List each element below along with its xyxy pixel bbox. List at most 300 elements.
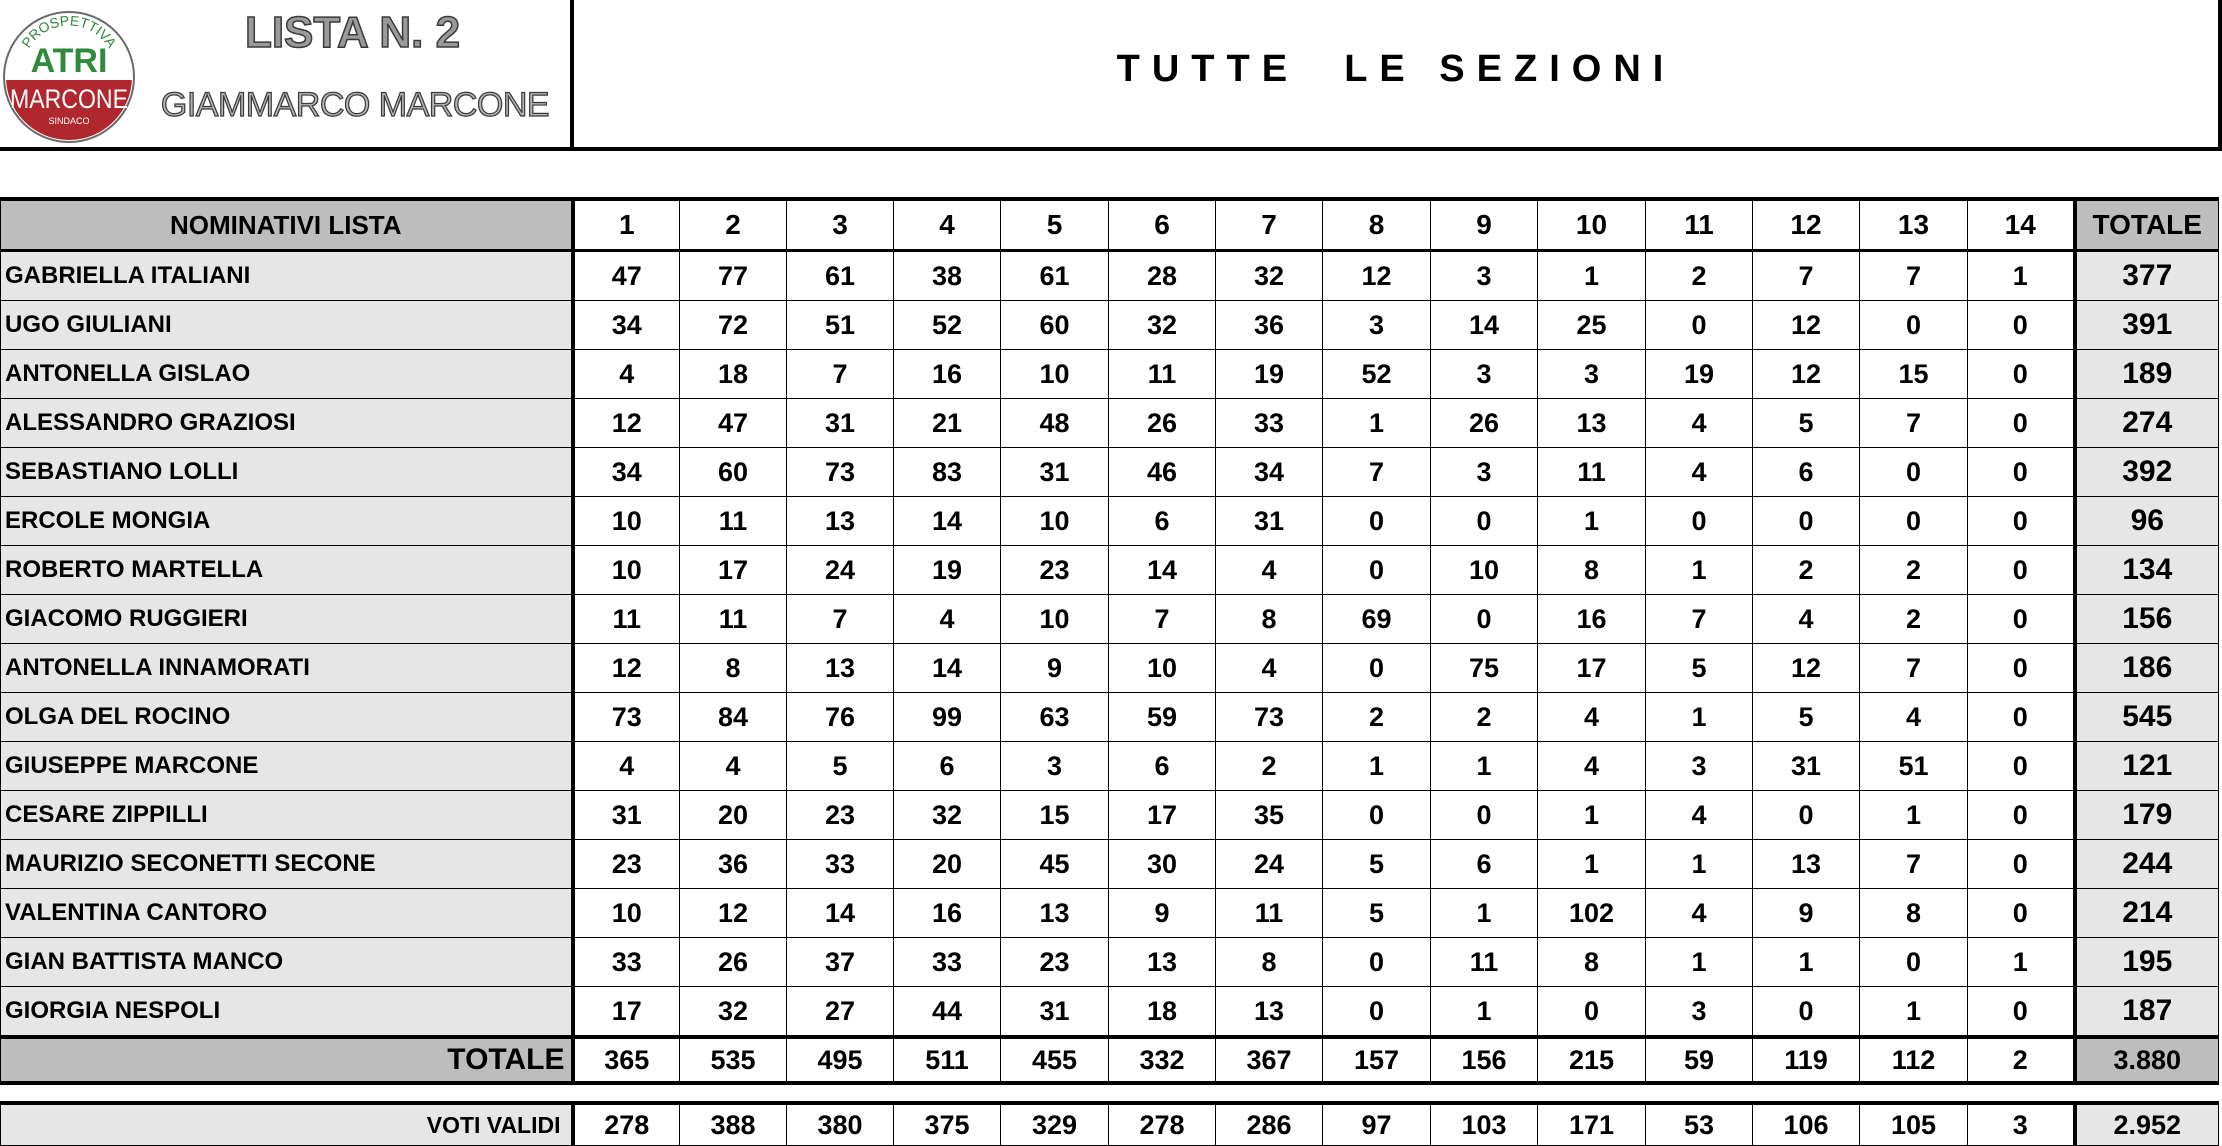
- vote-cell: 52: [1323, 350, 1431, 399]
- vote-cell: 1: [1431, 742, 1538, 791]
- vote-cell: 0: [1323, 987, 1431, 1038]
- vote-cell: 0: [1431, 595, 1538, 644]
- vote-cell: 0: [1323, 546, 1431, 595]
- candidate-total-cell: 186: [2075, 644, 2219, 693]
- vote-cell: 34: [573, 301, 680, 350]
- vote-cell: 14: [1431, 301, 1538, 350]
- column-header-section: 13: [1860, 199, 1968, 251]
- vote-cell: 3: [1431, 251, 1538, 301]
- vote-cell: 0: [1968, 644, 2075, 693]
- vote-cell: 7: [1753, 251, 1860, 301]
- vote-cell: 11: [1431, 938, 1538, 987]
- vote-cell: 1: [1860, 987, 1968, 1038]
- vote-cell: 11: [573, 595, 680, 644]
- vote-cell: 61: [787, 251, 894, 301]
- candidate-name-cell: GIACOMO RUGGIERI: [1, 595, 573, 644]
- vote-cell: 0: [1538, 987, 1646, 1038]
- vote-cell: 24: [1216, 840, 1323, 889]
- vote-cell: 4: [1646, 448, 1753, 497]
- vote-cell: 13: [787, 497, 894, 546]
- vote-cell: 12: [573, 644, 680, 693]
- vote-cell: 1: [1646, 693, 1753, 742]
- vote-cell: 23: [573, 840, 680, 889]
- vote-cell: 7: [1860, 251, 1968, 301]
- table-row: [1, 301, 2219, 350]
- valid-votes-cell: 171: [1538, 1103, 1646, 1146]
- vote-cell: 4: [1753, 595, 1860, 644]
- vote-cell: 19: [1216, 350, 1323, 399]
- vote-cell: 0: [1860, 448, 1968, 497]
- vote-cell: 18: [1109, 987, 1216, 1038]
- vote-cell: 0: [1968, 497, 2075, 546]
- candidate-total-cell: 195: [2075, 938, 2219, 987]
- vote-cell: 10: [573, 546, 680, 595]
- header-right-border: [2218, 0, 2222, 151]
- table-row: [1, 399, 2219, 448]
- vote-cell: 8: [1860, 889, 1968, 938]
- vote-cell: 32: [894, 791, 1001, 840]
- vote-cell: 11: [1109, 350, 1216, 399]
- candidate-total-cell: 244: [2075, 840, 2219, 889]
- vote-cell: 34: [573, 448, 680, 497]
- vote-cell: 4: [1646, 791, 1753, 840]
- candidate-name-cell: GIAN BATTISTA MANCO: [1, 938, 573, 987]
- totals-row: [1, 1037, 2219, 1083]
- vote-cell: 30: [1109, 840, 1216, 889]
- vote-cell: 84: [680, 693, 787, 742]
- candidate-name-cell: SEBASTIANO LOLLI: [1, 448, 573, 497]
- vote-cell: 36: [1216, 301, 1323, 350]
- header-bottom-border: [0, 147, 2222, 151]
- vote-cell: 0: [1431, 791, 1538, 840]
- vote-cell: 19: [894, 546, 1001, 595]
- candidate-total-cell: 274: [2075, 399, 2219, 448]
- candidate-name-cell: ANTONELLA GISLAO: [1, 350, 573, 399]
- column-header-section: 2: [680, 199, 787, 251]
- vote-cell: 1: [1431, 889, 1538, 938]
- vote-cell: 1: [1538, 251, 1646, 301]
- vote-cell: 33: [573, 938, 680, 987]
- vote-cell: 1: [1860, 791, 1968, 840]
- vote-cell: 28: [1109, 251, 1216, 301]
- vote-cell: 3: [1431, 448, 1538, 497]
- table-row: [1, 840, 2219, 889]
- vote-cell: 52: [894, 301, 1001, 350]
- vote-cell: 76: [787, 693, 894, 742]
- vote-cell: 4: [1646, 889, 1753, 938]
- candidate-total-cell: 392: [2075, 448, 2219, 497]
- vote-cell: 4: [894, 595, 1001, 644]
- vote-cell: 7: [1860, 399, 1968, 448]
- candidate-name-cell: GIORGIA NESPOLI: [1, 987, 573, 1038]
- vote-cell: 51: [1860, 742, 1968, 791]
- valid-votes-label: VOTI VALIDI: [1, 1103, 573, 1146]
- column-header-section: 5: [1001, 199, 1109, 251]
- vote-cell: 1: [1646, 840, 1753, 889]
- vote-cell: 0: [1968, 595, 2075, 644]
- vote-cell: 0: [1968, 399, 2075, 448]
- vote-cell: 1: [1538, 791, 1646, 840]
- vote-cell: 3: [1538, 350, 1646, 399]
- vote-cell: 0: [1323, 791, 1431, 840]
- vote-cell: 10: [573, 497, 680, 546]
- vote-cell: 33: [787, 840, 894, 889]
- candidate-name-cell: ERCOLE MONGIA: [1, 497, 573, 546]
- vote-cell: 2: [1323, 693, 1431, 742]
- vote-cell: 2: [1860, 595, 1968, 644]
- vote-cell: 9: [1001, 644, 1109, 693]
- section-total: 119: [1753, 1037, 1860, 1083]
- section-total: 511: [894, 1037, 1001, 1083]
- vote-cell: 8: [680, 644, 787, 693]
- vote-cell: 3: [1431, 350, 1538, 399]
- vote-cell: 25: [1538, 301, 1646, 350]
- candidate-name-cell: CESARE ZIPPILLI: [1, 791, 573, 840]
- section-total: 59: [1646, 1037, 1753, 1083]
- vote-cell: 0: [1968, 301, 2075, 350]
- vote-cell: 6: [1431, 840, 1538, 889]
- vote-cell: 14: [787, 889, 894, 938]
- vote-cell: 0: [1968, 546, 2075, 595]
- vote-cell: 6: [894, 742, 1001, 791]
- valid-votes-cell: 103: [1431, 1103, 1538, 1146]
- vote-cell: 4: [1216, 644, 1323, 693]
- vote-cell: 5: [1323, 889, 1431, 938]
- vote-cell: 15: [1001, 791, 1109, 840]
- vote-cell: 10: [1431, 546, 1538, 595]
- candidate-name: GIAMMARCO MARCONE: [160, 86, 550, 124]
- vote-cell: 1: [1323, 742, 1431, 791]
- vote-cell: 34: [1216, 448, 1323, 497]
- vote-cell: 8: [1216, 938, 1323, 987]
- vote-cell: 23: [1001, 546, 1109, 595]
- logo-name: MARCONE: [10, 84, 128, 114]
- list-title: LISTA N. 2: [244, 8, 461, 57]
- vote-cell: 10: [1109, 644, 1216, 693]
- table-row: [1, 595, 2219, 644]
- candidate-total-cell: 214: [2075, 889, 2219, 938]
- valid-votes-cell: 388: [680, 1103, 787, 1146]
- valid-votes-cell: 105: [1860, 1103, 1968, 1146]
- vote-cell: 12: [1753, 350, 1860, 399]
- section-total: 112: [1860, 1037, 1968, 1083]
- logo-city: ATRI: [30, 42, 108, 80]
- vote-cell: 4: [1646, 399, 1753, 448]
- valid-votes-row: [1, 1103, 2219, 1146]
- vote-cell: 12: [680, 889, 787, 938]
- vote-cell: 0: [1431, 497, 1538, 546]
- vote-cell: 31: [1216, 497, 1323, 546]
- vote-cell: 33: [1216, 399, 1323, 448]
- column-header-section: 10: [1538, 199, 1646, 251]
- vote-cell: 37: [787, 938, 894, 987]
- vote-cell: 13: [1216, 987, 1323, 1038]
- vote-cell: 0: [1860, 301, 1968, 350]
- vote-cell: 6: [1753, 448, 1860, 497]
- valid-votes-cell: 53: [1646, 1103, 1753, 1146]
- table-row: [1, 251, 2219, 301]
- header-divider: [570, 0, 574, 151]
- vote-cell: 59: [1109, 693, 1216, 742]
- vote-cell: 17: [1538, 644, 1646, 693]
- candidate-total-cell: 134: [2075, 546, 2219, 595]
- column-header-section: 1: [573, 199, 680, 251]
- vote-cell: 10: [1001, 595, 1109, 644]
- totals-label: TOTALE: [1, 1037, 573, 1083]
- vote-cell: 38: [894, 251, 1001, 301]
- vote-cell: 1: [1538, 840, 1646, 889]
- column-header-section: 9: [1431, 199, 1538, 251]
- vote-cell: 2: [1646, 251, 1753, 301]
- vote-cell: 17: [1109, 791, 1216, 840]
- vote-cell: 73: [573, 693, 680, 742]
- grand-total: 3.880: [2075, 1037, 2219, 1083]
- column-header-section: 11: [1646, 199, 1753, 251]
- vote-cell: 13: [1538, 399, 1646, 448]
- vote-cell: 32: [1109, 301, 1216, 350]
- valid-votes-cell: 3: [1968, 1103, 2075, 1146]
- vote-cell: 0: [1968, 350, 2075, 399]
- vote-cell: 16: [1538, 595, 1646, 644]
- column-header-section: 3: [787, 199, 894, 251]
- vote-cell: 21: [894, 399, 1001, 448]
- table-row: [1, 497, 2219, 546]
- vote-cell: 31: [1001, 987, 1109, 1038]
- section-total: 535: [680, 1037, 787, 1083]
- candidate-name-cell: GABRIELLA ITALIANI: [1, 251, 573, 301]
- vote-cell: 1: [1968, 251, 2075, 301]
- vote-cell: 11: [680, 497, 787, 546]
- vote-cell: 69: [1323, 595, 1431, 644]
- vote-cell: 3: [1323, 301, 1431, 350]
- vote-cell: 0: [1753, 497, 1860, 546]
- vote-cell: 2: [1753, 546, 1860, 595]
- vote-cell: 0: [1753, 791, 1860, 840]
- vote-cell: 44: [894, 987, 1001, 1038]
- vote-cell: 7: [1109, 595, 1216, 644]
- vote-cell: 20: [680, 791, 787, 840]
- section-total: 157: [1323, 1037, 1431, 1083]
- vote-cell: 63: [1001, 693, 1109, 742]
- vote-cell: 61: [1001, 251, 1109, 301]
- vote-cell: 26: [1109, 399, 1216, 448]
- logo-role: SINDACO: [48, 116, 90, 126]
- column-header-section: 14: [1968, 199, 2075, 251]
- valid-votes-cell: 97: [1323, 1103, 1431, 1146]
- vote-cell: 83: [894, 448, 1001, 497]
- vote-cell: 15: [1860, 350, 1968, 399]
- vote-cell: 75: [1431, 644, 1538, 693]
- vote-cell: 0: [1323, 644, 1431, 693]
- vote-cell: 73: [787, 448, 894, 497]
- column-header-section: 12: [1753, 199, 1860, 251]
- candidate-name-cell: GIUSEPPE MARCONE: [1, 742, 573, 791]
- vote-cell: 33: [894, 938, 1001, 987]
- vote-cell: 6: [1109, 742, 1216, 791]
- vote-cell: 2: [1860, 546, 1968, 595]
- vote-cell: 36: [680, 840, 787, 889]
- section-total: 367: [1216, 1037, 1323, 1083]
- vote-cell: 0: [1646, 301, 1753, 350]
- vote-cell: 0: [1860, 497, 1968, 546]
- candidate-total-cell: 391: [2075, 301, 2219, 350]
- vote-cell: 1: [1538, 497, 1646, 546]
- valid-votes-cell: 106: [1753, 1103, 1860, 1146]
- candidate-name-cell: ROBERTO MARTELLA: [1, 546, 573, 595]
- section-total: 215: [1538, 1037, 1646, 1083]
- vote-cell: 102: [1538, 889, 1646, 938]
- candidate-name-cell: VALENTINA CANTORO: [1, 889, 573, 938]
- vote-cell: 23: [787, 791, 894, 840]
- vote-cell: 1: [1646, 546, 1753, 595]
- vote-cell: 13: [1753, 840, 1860, 889]
- vote-cell: 17: [573, 987, 680, 1038]
- vote-cell: 20: [894, 840, 1001, 889]
- column-header-section: 6: [1109, 199, 1216, 251]
- candidate-total-cell: 189: [2075, 350, 2219, 399]
- page-heading: TUTTE LE SEZIONI: [1116, 48, 1676, 90]
- vote-cell: 24: [787, 546, 894, 595]
- vote-cell: 5: [1323, 840, 1431, 889]
- vote-cell: 4: [1538, 693, 1646, 742]
- vote-cell: 2: [1216, 742, 1323, 791]
- vote-cell: 8: [1538, 546, 1646, 595]
- vote-cell: 4: [1216, 546, 1323, 595]
- vote-cell: 2: [1431, 693, 1538, 742]
- column-header-section: 4: [894, 199, 1001, 251]
- vote-cell: 7: [1860, 644, 1968, 693]
- vote-cell: 18: [680, 350, 787, 399]
- column-header-section: 7: [1216, 199, 1323, 251]
- logo-top-text: PROSPETTIVA: [18, 12, 120, 51]
- vote-cell: 77: [680, 251, 787, 301]
- column-header-section: 8: [1323, 199, 1431, 251]
- section-total: 455: [1001, 1037, 1109, 1083]
- candidate-total-cell: 179: [2075, 791, 2219, 840]
- table-row: [1, 791, 2219, 840]
- candidate-name-cell: UGO GIULIANI: [1, 301, 573, 350]
- vote-cell: 9: [1753, 889, 1860, 938]
- candidate-total-cell: 156: [2075, 595, 2219, 644]
- vote-cell: 11: [1538, 448, 1646, 497]
- valid-votes-cell: 278: [573, 1103, 680, 1146]
- table-row: [1, 987, 2219, 1038]
- vote-cell: 4: [680, 742, 787, 791]
- vote-cell: 0: [1323, 938, 1431, 987]
- table-row: [1, 742, 2219, 791]
- valid-votes-cell: 329: [1001, 1103, 1109, 1146]
- vote-cell: 13: [1109, 938, 1216, 987]
- vote-cell: 5: [1753, 399, 1860, 448]
- vote-cell: 0: [1968, 693, 2075, 742]
- vote-cell: 51: [787, 301, 894, 350]
- candidate-total-cell: 545: [2075, 693, 2219, 742]
- valid-votes-cell: 375: [894, 1103, 1001, 1146]
- prospettiva-atri-logo: [2, 10, 136, 144]
- vote-cell: 10: [1001, 350, 1109, 399]
- page-header: [0, 0, 2222, 151]
- vote-cell: 47: [573, 251, 680, 301]
- vote-cell: 31: [787, 399, 894, 448]
- vote-cell: 14: [894, 644, 1001, 693]
- vote-cell: 14: [1109, 546, 1216, 595]
- candidate-total-cell: 96: [2075, 497, 2219, 546]
- vote-cell: 3: [1001, 742, 1109, 791]
- vote-cell: 47: [680, 399, 787, 448]
- vote-cell: 32: [680, 987, 787, 1038]
- vote-cell: 1: [1753, 938, 1860, 987]
- vote-cell: 1: [1431, 987, 1538, 1038]
- vote-cell: 3: [1646, 987, 1753, 1038]
- candidate-total-cell: 187: [2075, 987, 2219, 1038]
- vote-cell: 0: [1753, 987, 1860, 1038]
- vote-cell: 73: [1216, 693, 1323, 742]
- vote-cell: 11: [1216, 889, 1323, 938]
- vote-cell: 0: [1968, 840, 2075, 889]
- vote-cell: 32: [1216, 251, 1323, 301]
- vote-cell: 1: [1323, 399, 1431, 448]
- table-row: [1, 938, 2219, 987]
- valid-votes-total: 2.952: [2075, 1103, 2219, 1146]
- vote-cell: 0: [1860, 938, 1968, 987]
- vote-cell: 45: [1001, 840, 1109, 889]
- valid-votes-table: [0, 1101, 2219, 1146]
- vote-cell: 16: [894, 889, 1001, 938]
- section-total: 332: [1109, 1037, 1216, 1083]
- vote-cell: 10: [573, 889, 680, 938]
- vote-cell: 99: [894, 693, 1001, 742]
- vote-cell: 0: [1646, 497, 1753, 546]
- vote-cell: 6: [1109, 497, 1216, 546]
- vote-cell: 35: [1216, 791, 1323, 840]
- column-header-total: TOTALE: [2075, 199, 2219, 251]
- vote-cell: 27: [787, 987, 894, 1038]
- vote-cell: 3: [1646, 742, 1753, 791]
- vote-cell: 12: [573, 399, 680, 448]
- column-header-names: NOMINATIVI LISTA: [1, 199, 573, 251]
- vote-cell: 4: [573, 350, 680, 399]
- section-total: 495: [787, 1037, 894, 1083]
- vote-cell: 0: [1968, 448, 2075, 497]
- vote-cell: 8: [1216, 595, 1323, 644]
- vote-cell: 8: [1538, 938, 1646, 987]
- vote-cell: 11: [680, 595, 787, 644]
- table-header-row: [1, 199, 2219, 251]
- candidate-name-cell: OLGA DEL ROCINO: [1, 693, 573, 742]
- vote-cell: 0: [1968, 987, 2075, 1038]
- vote-cell: 48: [1001, 399, 1109, 448]
- vote-cell: 26: [1431, 399, 1538, 448]
- vote-cell: 72: [680, 301, 787, 350]
- section-total: 365: [573, 1037, 680, 1083]
- candidate-total-cell: 377: [2075, 251, 2219, 301]
- table-row: [1, 350, 2219, 399]
- section-total: 156: [1431, 1037, 1538, 1083]
- vote-cell: 13: [787, 644, 894, 693]
- vote-cell: 5: [1753, 693, 1860, 742]
- vote-cell: 7: [1860, 840, 1968, 889]
- vote-cell: 17: [680, 546, 787, 595]
- candidate-name-cell: MAURIZIO SECONETTI SECONE: [1, 840, 573, 889]
- vote-cell: 12: [1323, 251, 1431, 301]
- vote-cell: 60: [680, 448, 787, 497]
- vote-cell: 12: [1753, 644, 1860, 693]
- valid-votes-cell: 286: [1216, 1103, 1323, 1146]
- vote-cell: 4: [1538, 742, 1646, 791]
- vote-cell: 0: [1968, 742, 2075, 791]
- candidate-total-cell: 121: [2075, 742, 2219, 791]
- votes-table: [0, 197, 2219, 1085]
